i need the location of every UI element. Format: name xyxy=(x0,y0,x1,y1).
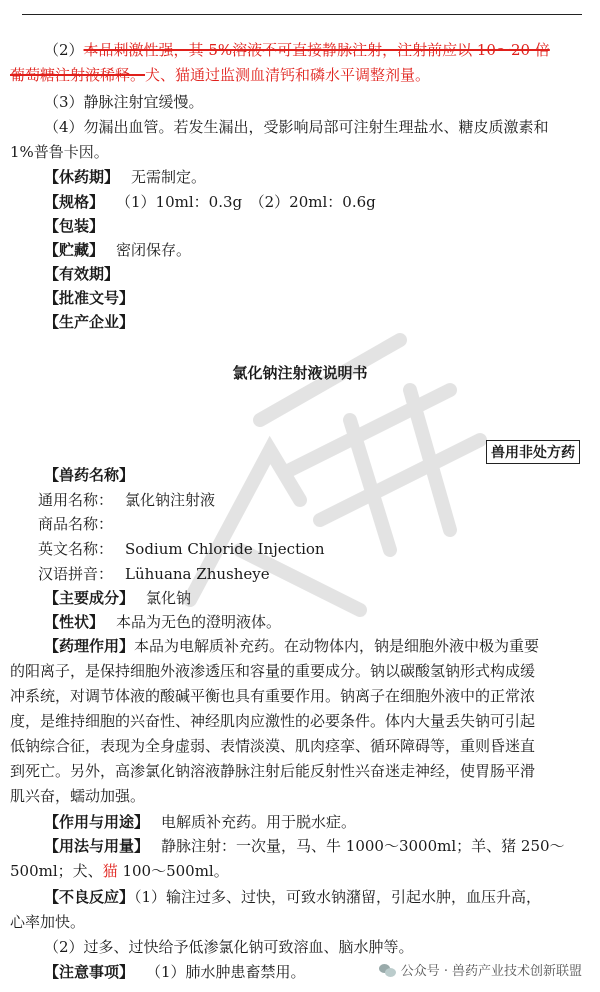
pharmacology-line-4: 度，是维持细胞的兴奋性、神经肌肉应激性的必要条件。体内大量丢失钠可引起 xyxy=(10,712,536,730)
item-3: （3）静脉注射宜缓慢。 xyxy=(44,93,204,111)
spec-label: 【规格】 xyxy=(44,193,105,211)
adverse-line-1: 【不良反应】（1）输注过多、过快，可致水钠潴留，引起水肿，血压升高， xyxy=(44,888,542,906)
item-2-line-2 xyxy=(10,63,586,87)
wechat-icon xyxy=(379,963,397,977)
wechat-footer xyxy=(379,960,582,979)
header-rule xyxy=(22,14,582,15)
pharmacology-line-1: 【药理作用】本品为电解质补充药。在动物体内，钠是细胞外液中极为重要 xyxy=(44,637,540,655)
validity-label: 【有效期】 xyxy=(44,265,120,283)
approval-label: 【批准文号】 xyxy=(44,289,135,307)
otc-vet-badge: 兽用非处方药 xyxy=(486,440,580,464)
withdrawal-value: 无需制定。 xyxy=(131,168,207,186)
trade-name-row: 商品名称： xyxy=(38,515,114,533)
item-4-line-1: （4）勿漏出血管。若发生漏出，受影响局部可注射生理盐水、糖皮质激素和 xyxy=(44,118,549,136)
pharmacology-line-3: 冲系统，对调节体液的酸碱平衡也具有重要作用。钠离子在细胞外液中的正常浓 xyxy=(10,687,536,705)
inserted-text: 犬、猫通过监测血清钙和磷水平调整剂量。 xyxy=(145,66,431,84)
storage-value: 密闭保存。 xyxy=(116,241,192,259)
precautions-row: 【注意事项】 （1）肺水肿患畜禁用。 xyxy=(44,963,306,981)
property-row: 【性状】 本品为无色的澄明液体。 xyxy=(44,613,282,631)
storage-row xyxy=(44,238,586,262)
adverse-line-2: 心率加快。 xyxy=(10,913,86,931)
inserted-cat: 猫 xyxy=(102,862,118,880)
vet-name-label: 【兽药名称】 xyxy=(44,466,135,484)
document-title: 氯化钠注射液说明书 xyxy=(232,364,368,382)
item-4-line-2: 1%普鲁卡因。 xyxy=(10,143,109,161)
pharmacology-line-5: 低钠综合征，表现为全身虚弱、表情淡漠、肌肉痉挛、循环障碍等，重则昏迷直 xyxy=(10,737,536,755)
ingredient-row: 【主要成分】 氯化钠 xyxy=(44,589,192,607)
item-2-line-1: （2）本品刺激性强，其 5%溶液不可直接静脉注射，注射前应以 10～20 倍 xyxy=(44,41,550,59)
usage-row: 【作用与用途】 电解质补充药。用于脱水症。 xyxy=(44,813,357,831)
manufacturer-label: 【生产企业】 xyxy=(44,313,135,331)
pharmacology-line-2: 的阳离子，是保持细胞外液渗透压和容量的重要成分。钠以碳酸氢钠形式构成缓 xyxy=(10,662,536,680)
spec-row xyxy=(44,190,586,214)
adverse-item-2: （2）过多、过快给予低渗氯化钠可致溶血、脑水肿等。 xyxy=(44,938,414,956)
dosage-line-2: 500ml；犬、猫 100～500ml。 xyxy=(10,862,229,880)
storage-label: 【贮藏】 xyxy=(44,241,105,259)
withdrawal-label: 【休药期】 xyxy=(44,168,120,186)
pinyin-row: 汉语拼音： Lühuana Zhusheye xyxy=(38,565,270,583)
pharmacology-line-7: 肌兴奋，蠕动加强。 xyxy=(10,787,146,805)
pharmacology-line-6: 到死亡。另外，高渗氯化钠溶液静脉注射后能反射性兴奋迷走神经，使胃肠平滑 xyxy=(10,762,536,780)
footer-prefix: 公众号 · xyxy=(400,964,448,979)
spec-value: （1）10ml：0.3g （2）20ml：0.6g xyxy=(116,193,376,211)
struck-text-a: 本品刺激性强，其 5%溶液不可直接静脉注射，注射前应以 10～20 倍 xyxy=(83,41,550,59)
dosage-line-1: 【用法与用量】 静脉注射：一次量，马、牛 1000～3000ml；羊、猪 250～ xyxy=(44,837,565,855)
common-name-row: 通用名称： 氯化钠注射液 xyxy=(38,491,216,509)
withdrawal-row xyxy=(44,165,586,189)
english-name-row: 英文名称： Sodium Chloride Injection xyxy=(38,540,325,558)
struck-text-b: 葡萄糖注射液稀释。 xyxy=(10,66,146,84)
package-label: 【包装】 xyxy=(44,217,105,235)
footer-account: 兽药产业技术创新联盟 xyxy=(451,964,582,979)
